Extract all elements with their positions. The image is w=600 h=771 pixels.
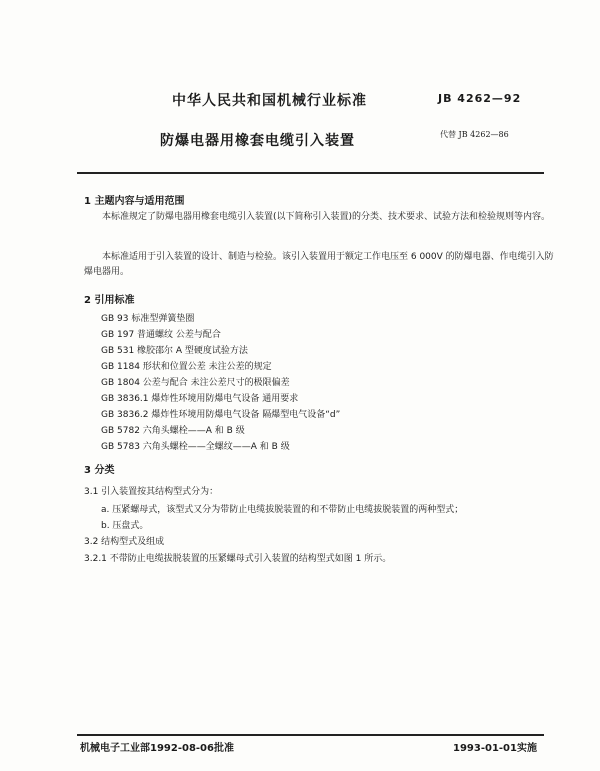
section-3-heading: 3 分类 bbox=[84, 465, 115, 476]
section-2-heading: 2 引用标准 bbox=[84, 295, 135, 306]
section-1-para-1: 本标准规定了防爆电器用橡套电缆引入装置(以下简称引入装置)的分类、技术要求、试验方法和检验规则等内容。 bbox=[102, 212, 551, 222]
clause-3-2-1: 3.2.1 不带防止电缆拔脱装置的压紧螺母式引入装置的结构型式如图 1 所示。 bbox=[84, 554, 392, 564]
document-title: 防爆电器用橡套电缆引入装置 bbox=[160, 133, 355, 149]
reference-item: GB 5783 六角头螺栓——全螺纹——A 和 B 级 bbox=[101, 442, 290, 452]
reference-item: GB 531 橡胶邵尔 A 型硬度试验方法 bbox=[101, 346, 248, 356]
replaces-note: 代替 JB 4262—86 bbox=[440, 130, 509, 139]
section-1-para-2: 本标准适用于引入装置的设计、制造与检验。该引入装置用于额定工作电压至 6 000V 的防爆电器、作电缆引入防爆电器用。 bbox=[84, 252, 554, 277]
section-1-heading: 1 主题内容与适用范围 bbox=[84, 196, 185, 207]
reference-item: GB 3836.1 爆炸性环境用防爆电气设备 通用要求 bbox=[101, 394, 299, 404]
header-rule bbox=[77, 172, 544, 174]
footer-rule bbox=[77, 734, 544, 736]
reference-item: GB 3836.2 爆炸性环境用防爆电气设备 隔爆型电气设备“d” bbox=[101, 410, 341, 420]
org-title: 中华人民共和国机械行业标准 bbox=[172, 93, 367, 109]
standard-number: JB 4262—92 bbox=[438, 92, 522, 105]
effective-date: 1993-01-01实施 bbox=[453, 743, 537, 754]
reference-item: GB 197 普通螺纹 公差与配合 bbox=[101, 330, 221, 340]
reference-item: GB 5782 六角头螺栓——A 和 B 级 bbox=[101, 426, 245, 436]
clause-3-1-b: b. 压盘式。 bbox=[101, 521, 149, 531]
reference-item: GB 1804 公差与配合 未注公差尺寸的极限偏差 bbox=[101, 378, 290, 388]
reference-item: GB 1184 形状和位置公差 未注公差的规定 bbox=[101, 362, 272, 372]
clause-3-1: 3.1 引入装置按其结构型式分为： bbox=[84, 487, 219, 497]
clause-3-1-a: a. 压紧螺母式，该型式又分为带防止电缆拔脱装置的和不带防止电缆拔脱装置的两种型式； bbox=[101, 505, 464, 515]
reference-item: GB 93 标准型弹簧垫圈 bbox=[101, 314, 195, 324]
approval-line: 机械电子工业部1992-08-06批准 bbox=[80, 743, 234, 754]
clause-3-2: 3.2 结构型式及组成 bbox=[84, 537, 165, 547]
